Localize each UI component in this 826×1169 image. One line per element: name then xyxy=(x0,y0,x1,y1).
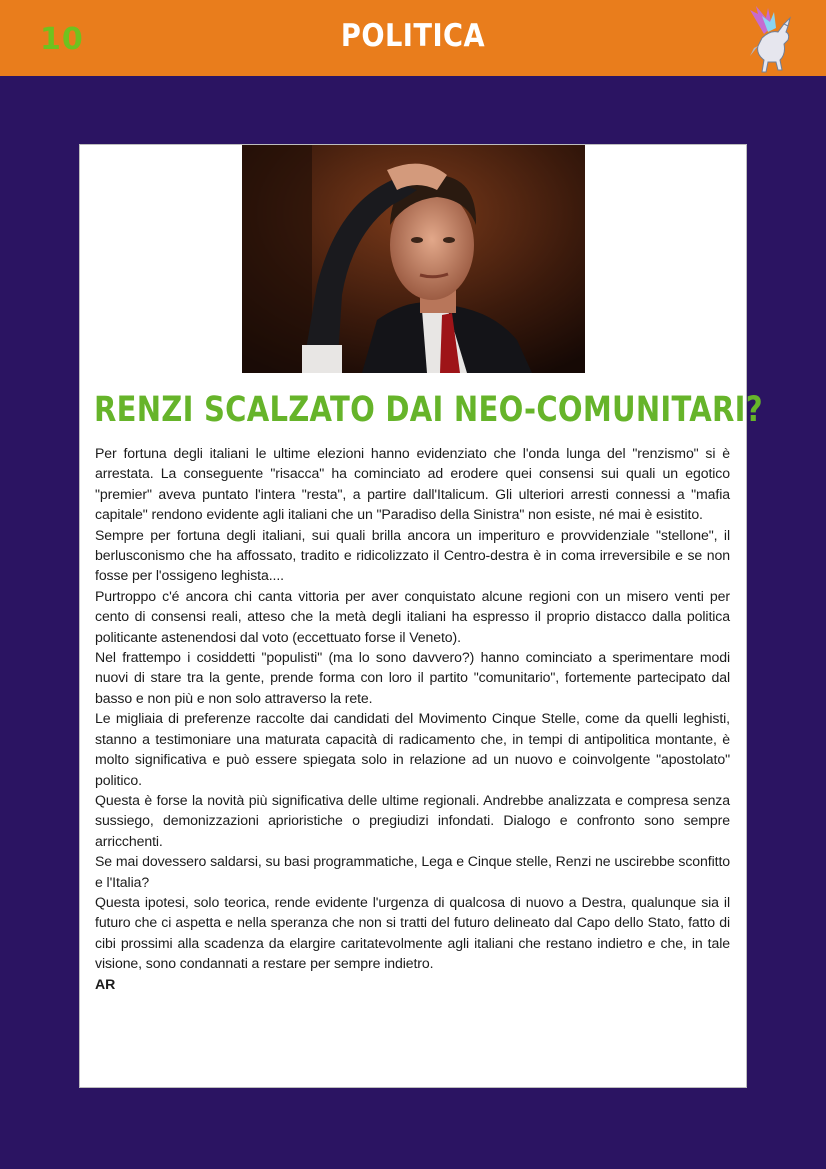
article-body xyxy=(95,443,730,994)
article-paragraph: Purtroppo c'é ancora chi canta vittoria per aver conquistato alcune regioni con un misero venti per cento di consensi reali, atteso che la metà degli italiani ha espresso il proprio distacco dalla politica politicante astenendosi dal voto (eccettuato forse il Veneto). xyxy=(95,587,730,645)
pegasus-logo-icon xyxy=(744,4,796,76)
article-paragraph: Questa è forse la novità più significativa delle ultime regionali. Andrebbe analizzata e compresa senza sussiego, demonizzazioni aprioristiche o pregiudizi infondati. Dialogo e confronto sono sempre arricchenti. xyxy=(95,791,730,849)
article-paragraph: Nel frattempo i cosiddetti "populisti" (ma lo sono davvero?) hanno cominciato a sperimentare modi nuovi di stare tra la gente, prende forma con loro il partito "comunitario", fortemente partecipato dal basso e non più e non solo attraverso la rete. xyxy=(95,649,730,706)
article-paragraph: Per fortuna degli italiani le ultime elezioni hanno evidenziato che l'onda lunga del "renzismo" si è arrestata. La conseguente "risacca" ha cominciato ad erodere quei consensi sui quali un egotico "premier" aveva puntato l'intera "resta", a partire dall'Italicum. Gli ulteriori arresti connessi a "mafia capitale" rendono evidente agli italiani che un "Paradiso della Sinistra" non esiste, né mai è esistito. xyxy=(95,445,730,523)
article-paragraph: Questa ipotesi, solo teorica, rende evidente l'urgenza di qualcosa di nuovo a Destra, qualunque sia il futuro che ci aspetta e nella speranza che non si tratti del futuro delineato dal Capo dello Stato, fatto di cibi prossimi alla scadenza da elargire caritatevolmente agli italiani che restano indietro e che, in tale visione, sono condannati a restare per sempre indietro. xyxy=(95,893,730,972)
section-title: POLITICA xyxy=(340,18,486,54)
page-number: 10 xyxy=(40,22,84,57)
politician-photo xyxy=(242,145,585,373)
article-signature: AR xyxy=(95,975,116,992)
article-headline: RENZI SCALZATO DAI NEO-COMUNITARI? xyxy=(94,390,763,430)
header-bar xyxy=(0,0,826,76)
article-paragraph: Sempre per fortuna degli italiani, sui quali brilla ancora un imperituro e provvidenziale "stellone", il berlusconismo che ha affossato, tradito e ridicolizzato il Centro-destra è in coma irreversibile e se non fosse per l'ossigeno leghista.... xyxy=(95,526,730,584)
article-paragraph: Se mai dovessero saldarsi, su basi programmatiche, Lega e Cinque stelle, Renzi ne uscirebbe sconfitto e l'Italia? xyxy=(95,853,730,890)
article-paragraph: Le migliaia di preferenze raccolte dai candidati del Movimento Cinque Stelle, come da quelli leghisti, stanno a testimoniare una maturata capacità di radicamento che, in tempi di antipolitica montante, è molto significativa e può essere spiegata solo in relazione ad un nuovo e coinvolgente "apostolato" politico. xyxy=(95,710,730,788)
